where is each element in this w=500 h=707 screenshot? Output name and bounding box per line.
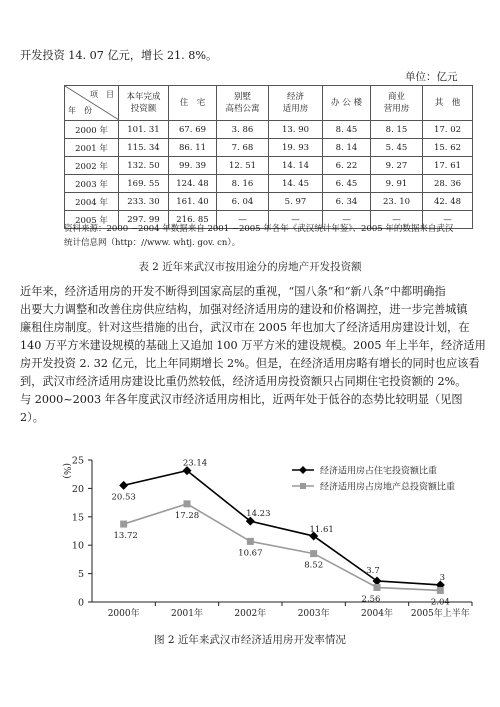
data-point-series-2 xyxy=(120,521,127,528)
table-row-year: 2003 年 xyxy=(65,175,119,193)
data-label: 11.61 xyxy=(309,525,334,536)
table-cell: 6. 34 xyxy=(323,193,371,211)
table-column-header: 商业 营用房 xyxy=(371,86,423,121)
table-column-header: 经济 适用房 xyxy=(269,86,323,121)
table-column-header: 本年完成 投资额 xyxy=(119,86,169,121)
paragraph-line: 近年来，经济适用房的开发不断得到国家高层的重视，“国八条”和“新八条”中都明确指 xyxy=(20,285,446,298)
table-cell: 67. 69 xyxy=(169,121,217,139)
table-cell: — xyxy=(217,211,269,229)
intro-line: 开发投资 14. 07 亿元，增长 21. 8%。 xyxy=(20,49,218,62)
table-cell: — xyxy=(323,211,371,229)
series-line-2 xyxy=(124,504,441,591)
data-label: 8.52 xyxy=(304,560,324,571)
x-tick-label: 2000年 xyxy=(107,609,140,619)
data-point-series-2 xyxy=(437,587,444,594)
table-corner-header xyxy=(65,86,119,121)
x-tick-label: 2005年上半年 xyxy=(410,609,470,619)
legend-marker-square xyxy=(300,483,306,489)
figure-caption: 图 2 近年来武汉市经济适用房开发率情况 xyxy=(154,634,346,646)
table-cell: 169. 55 xyxy=(119,175,169,193)
body-paragraph xyxy=(20,283,486,427)
data-point-series-2 xyxy=(184,500,191,507)
table-cell: 8. 45 xyxy=(323,121,371,139)
paragraph-line: 2）。 xyxy=(20,411,44,424)
table-cell: 28. 36 xyxy=(423,175,473,193)
paragraph-line: 140 万平方米建设规模的基础上又追加 100 万平方米的建设规模。2005 年上半年，经济适用 xyxy=(20,339,486,352)
table-cell: 17. 61 xyxy=(423,157,473,175)
data-point-series-2 xyxy=(374,584,381,591)
paragraph-line: 与 2000~2003 年各年度武汉市经济适用房相比，近两年处于低谷的态势比较明显（见图 xyxy=(20,393,463,406)
table-cell: 9. 91 xyxy=(371,175,423,193)
table-cell: 15. 62 xyxy=(423,139,473,157)
legend-label-1: 经济适用房占住宅投资额比重 xyxy=(320,466,438,477)
investment-table xyxy=(64,85,473,229)
data-label: 2.56 xyxy=(361,594,381,605)
table-cell: 86. 11 xyxy=(169,139,217,157)
line-chart xyxy=(0,440,500,624)
data-point-series-2 xyxy=(310,550,317,557)
paragraph-line: 廉租住房制度。针对这些措施的出台，武汉市在 2005 年也加大了经济适用房建设计划，在 xyxy=(20,321,470,334)
table-cell: 101. 31 xyxy=(119,121,169,139)
paragraph-line: 房开发投资 2. 32 亿元，比上年同期增长 2%。但是，在经济适用房略有增长的同时也应该看 xyxy=(20,357,480,370)
table-cell: 233. 30 xyxy=(119,193,169,211)
y-tick-label: 0 xyxy=(77,597,84,609)
table-cell: 9. 27 xyxy=(371,157,423,175)
table-cell: 13. 90 xyxy=(269,121,323,139)
table-cell: — xyxy=(269,211,323,229)
table-cell: 6. 04 xyxy=(217,193,269,211)
y-axis-label: (%) xyxy=(61,463,71,479)
legend-marker-diamond xyxy=(299,466,307,474)
table-cell: 216. 85 xyxy=(169,211,217,229)
source-note-line2: 统计信息网（http：//www. whtj. gov. cn）。 xyxy=(64,238,241,248)
table-row xyxy=(65,139,473,157)
table-row-year: 2005 年 xyxy=(65,211,119,229)
table-cell: 3. 86 xyxy=(217,121,269,139)
data-label: 3 xyxy=(439,572,446,583)
table-cell: 7. 68 xyxy=(217,139,269,157)
table-row xyxy=(65,121,473,139)
table-cell: 115. 34 xyxy=(119,139,169,157)
table-cell: 14. 45 xyxy=(269,175,323,193)
y-tick-label: 15 xyxy=(71,512,84,524)
table-cell: 124. 48 xyxy=(169,175,217,193)
x-tick-label: 2001年 xyxy=(171,609,203,619)
table-row-year: 2004 年 xyxy=(65,193,119,211)
table-row xyxy=(65,175,473,193)
corner-year-label: 年 份 xyxy=(68,106,92,115)
table-cell: 8. 14 xyxy=(323,139,371,157)
table-cell: 19. 93 xyxy=(269,139,323,157)
x-tick-label: 2003年 xyxy=(297,609,330,619)
table-column-header: 其 他 xyxy=(423,86,473,121)
table-cell: 42. 48 xyxy=(423,193,473,211)
table-cell: 14. 14 xyxy=(269,157,323,175)
table-cell: 5. 97 xyxy=(269,193,323,211)
table-cell: — xyxy=(423,211,473,229)
y-tick-label: 5 xyxy=(77,569,84,581)
unit-label: 单位：亿元 xyxy=(405,71,458,83)
table-cell: 161. 40 xyxy=(169,193,217,211)
paragraph-line: 出要大力调整和改善住房供应结构，加强对经济适用房的建设和价格调控，进一步完善城镇 xyxy=(20,303,468,316)
data-label: 23.14 xyxy=(182,458,208,469)
table-cell: 99. 39 xyxy=(169,157,217,175)
table-cell: 6. 45 xyxy=(323,175,371,193)
table-row-year: 2002 年 xyxy=(65,157,119,175)
table-cell: 8. 15 xyxy=(371,121,423,139)
y-tick-label: 25 xyxy=(71,455,84,467)
paragraph-line: 到，武汉市经济适用房建设比重仍然较低，经济适用房投资额只占同期住宅投资额的 2%。 xyxy=(20,375,467,388)
data-label: 3.7 xyxy=(366,565,380,576)
data-label: 13.72 xyxy=(113,531,138,542)
table-cell: 5. 45 xyxy=(371,139,423,157)
corner-item-label: 项 目 xyxy=(90,90,114,99)
data-label: 14.23 xyxy=(246,509,271,520)
y-tick-label: 20 xyxy=(71,483,84,495)
table-cell: 17. 02 xyxy=(423,121,473,139)
data-label: 2.04 xyxy=(430,597,450,608)
data-point-series-1 xyxy=(119,481,128,490)
x-tick-label: 2002年 xyxy=(234,609,267,619)
table-cell: 8. 16 xyxy=(217,175,269,193)
table-cell: — xyxy=(371,211,423,229)
table-row-year: 2001 年 xyxy=(65,139,119,157)
table-cell: 23. 10 xyxy=(371,193,423,211)
table-caption: 表 2 近年来武汉市按用途分的房地产开发投资额 xyxy=(138,261,362,273)
table-cell: 132. 50 xyxy=(119,157,169,175)
table-cell: 6. 22 xyxy=(323,157,371,175)
source-note-line1: 资料来源：2000 ~2004 年数据来自 2001 ~2005 年各年《武汉统计年鉴》、2005 年的数据来自武汉 xyxy=(64,224,454,234)
x-tick-label: 2004年 xyxy=(361,609,393,619)
data-label: 10.67 xyxy=(238,548,263,559)
data-label: 20.53 xyxy=(111,492,136,503)
table-column-header: 住 宅 xyxy=(169,86,217,121)
data-label: 17.28 xyxy=(174,510,200,521)
table-column-header: 别墅 高档公寓 xyxy=(217,86,269,121)
data-point-series-2 xyxy=(247,538,254,545)
table-cell: 12. 51 xyxy=(217,157,269,175)
table-row-year: 2000 年 xyxy=(65,121,119,139)
table-cell: 297. 99 xyxy=(119,211,169,229)
table-row xyxy=(65,193,473,211)
table-row xyxy=(65,157,473,175)
y-tick-label: 10 xyxy=(71,540,84,552)
table-column-header: 办 公 楼 xyxy=(323,86,371,121)
legend-label-2: 经济适用房占房地产总投资额比重 xyxy=(320,482,456,493)
